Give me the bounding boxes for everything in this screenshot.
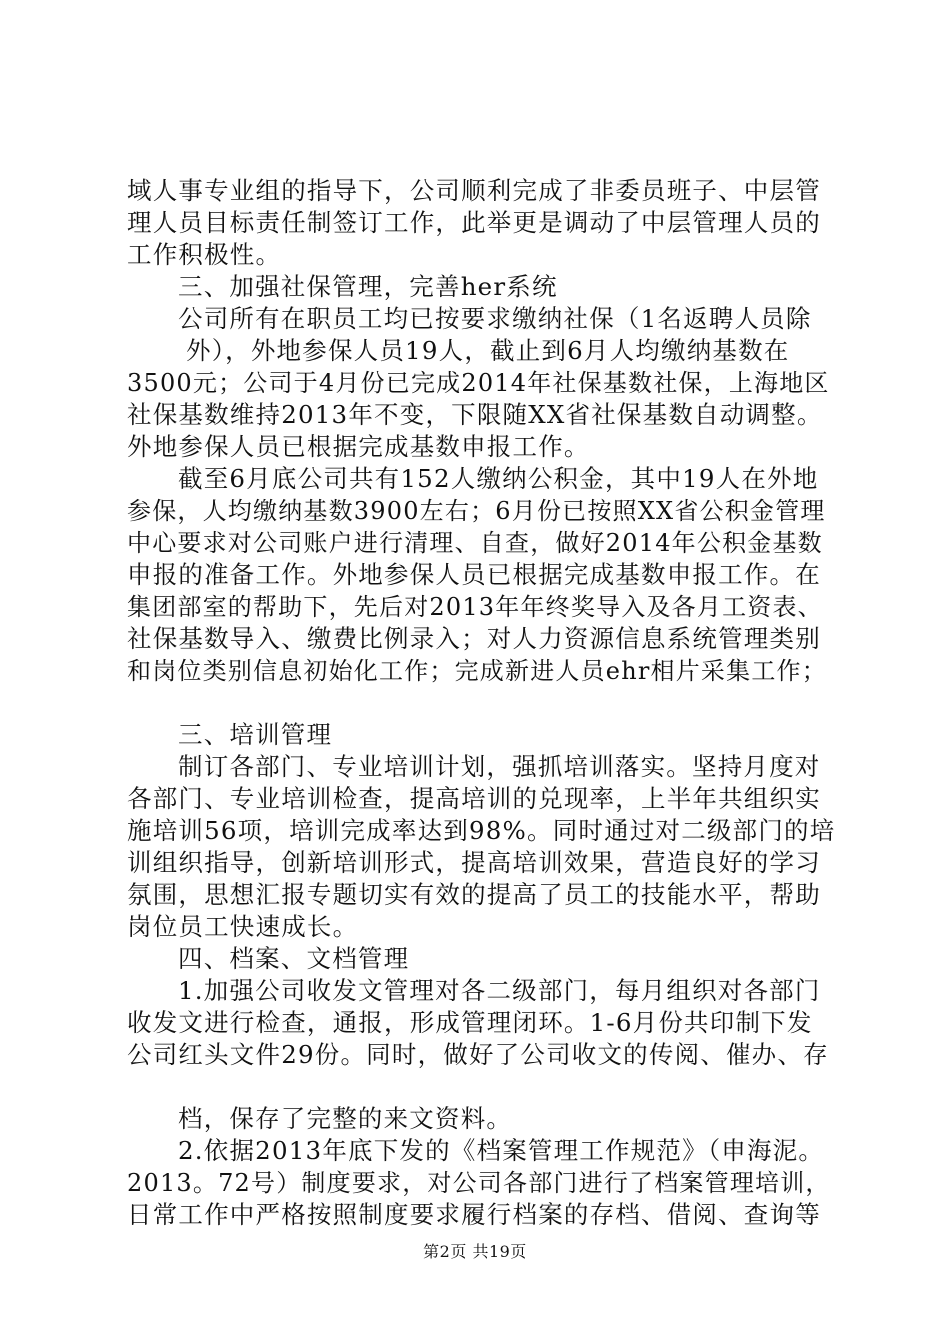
section-heading: 四、档案、文档管理 — [178, 944, 410, 973]
text-line: 域人事专业组的指导下，公司顺利完成了非委员班子、中层管 — [127, 176, 821, 205]
section-heading: 三、培训管理 — [178, 720, 333, 749]
text-line: 社保基数导入、缴费比例录入；对人力资源信息系统管理类别 — [127, 624, 821, 653]
text-line: 截至6月底公司共有152人缴纳公积金，其中19人在外地 — [178, 464, 819, 493]
text-line: 公司所有在职员工均已按要求缴纳社保（1名返聘人员除 — [178, 304, 812, 333]
page-number-footer: 第2页 共19页 — [423, 1242, 527, 1261]
text-line: 申报的准备工作。外地参保人员已根据完成基数申报工作。在 — [127, 560, 821, 589]
text-line: 收发文进行检查，通报，形成管理闭环。1-6月份共印制下发 — [127, 1008, 813, 1037]
text-line: 2013。72号）制度要求，对公司各部门进行了档案管理培训， — [127, 1169, 831, 1197]
text-line: 各部门、专业培训检查，提高培训的兑现率，上半年共组织实 — [127, 784, 821, 813]
text-line: 施培训56项，培训完成率达到98%。同时通过对二级部门的培 — [127, 816, 836, 845]
text-line: 档，保存了完整的来文资料。 — [178, 1104, 513, 1133]
text-line: 外地参保人员已根据完成基数申报工作。 — [127, 432, 590, 461]
text-line: 训组织指导，创新培训形式，提高培训效果，营造良好的学习 — [127, 848, 821, 877]
text-line: 理人员目标责任制签订工作，此举更是调动了中层管理人员的 — [127, 208, 821, 237]
text-line: 制订各部门、专业培训计划，强抓培训落实。坚持月度对 — [178, 752, 821, 781]
text-line: 集团部室的帮助下，先后对2013年年终奖导入及各月工资表、 — [127, 593, 823, 621]
text-line: 氛围，思想汇报专题切实有效的提高了员工的技能水平，帮助 — [127, 880, 821, 909]
text-line: 外），外地参保人员19人，截止到6月人均缴纳基数在 — [186, 336, 790, 365]
text-line: 岗位员工快速成长。 — [127, 912, 359, 941]
text-line: 1.加强公司收发文管理对各二级部门，每月组织对各部门 — [178, 976, 821, 1005]
text-line: 社保基数维持2013年不变，下限随XX省社保基数自动调整。 — [127, 400, 823, 429]
section-heading: 三、加强社保管理，完善her系统 — [178, 272, 558, 301]
text-line: 公司红头文件29份。同时，做好了公司收文的传阅、催办、存 — [127, 1040, 829, 1069]
text-line: 参保，人均缴纳基数3900左右；6月份已按照XX省公积金管理 — [127, 497, 826, 525]
text-line: 3500元；公司于4月份已完成2014年社保基数社保，上海地区 — [127, 369, 830, 397]
text-line: 日常工作中严格按照制度要求履行档案的存档、借阅、查询等 — [127, 1200, 821, 1229]
text-line: 和岗位类别信息初始化工作；完成新进人员ehr相片采集工作； — [127, 657, 827, 685]
text-line: 工作积极性。 — [127, 240, 282, 269]
text-line: 中心要求对公司账户进行清理、自查，做好2014年公积金基数 — [127, 529, 823, 557]
text-line: 2.依据2013年底下发的《档案管理工作规范》（申海泥。 — [178, 1136, 825, 1165]
